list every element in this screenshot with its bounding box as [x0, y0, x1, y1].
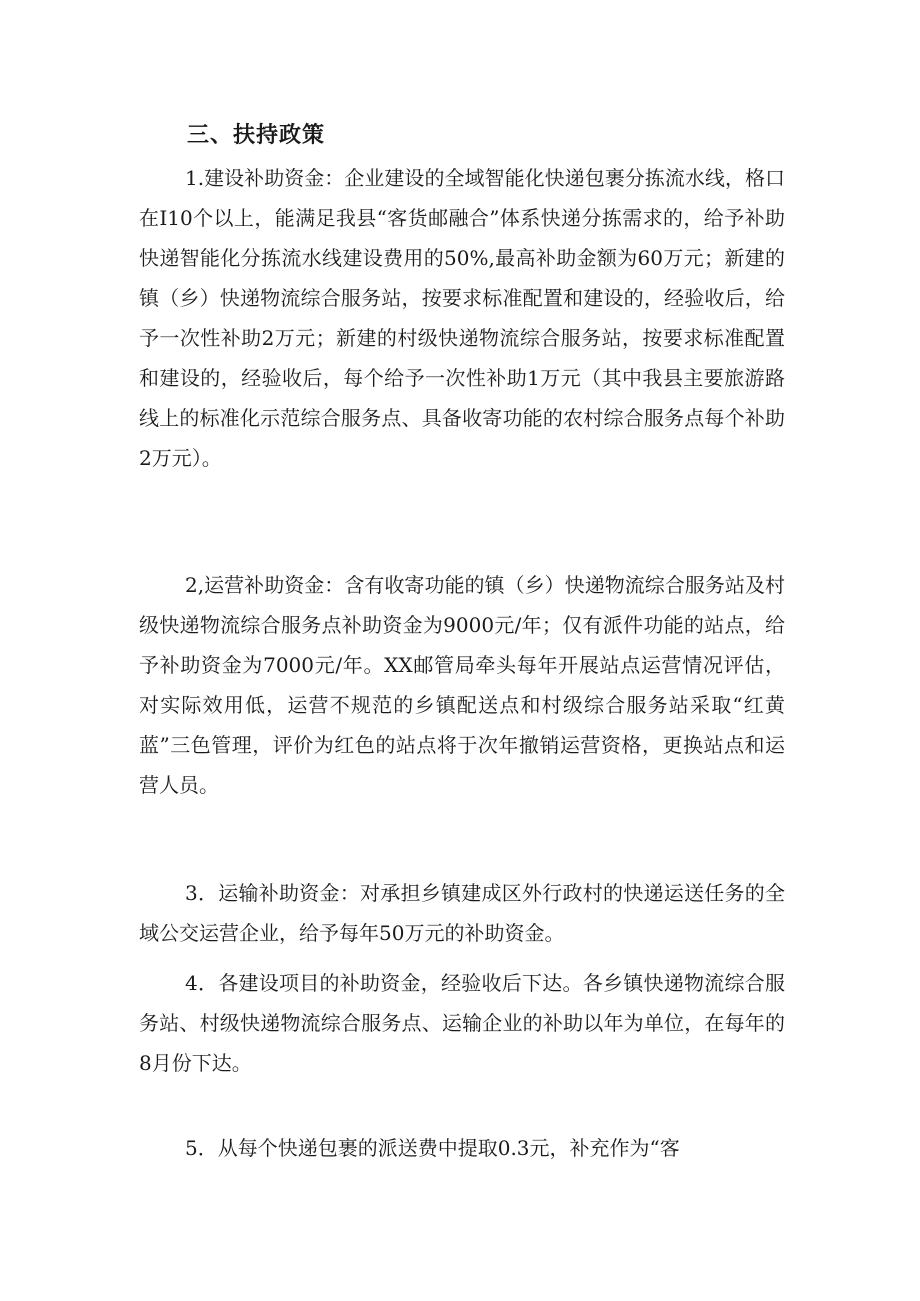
paragraph-construction-subsidy — [139, 158, 785, 478]
paragraph-text: 3．运输补助资金：对承担乡镇建成区外行政村的快递运送任务的全域公交运营企业，给予每年50万元的补助资金。 — [139, 881, 785, 945]
paragraph-text: 5．从每个快递包裹的派送费中提取0.3元，补充作为“客 — [185, 1136, 680, 1160]
paragraph-disbursement — [139, 963, 785, 1083]
paragraph-text: 2,运营补助资金：含有收寄功能的镇（乡）快递物流综合服务站及村级快递物流综合服务点补助资金为9000元/年；仅有派件功能的站点，给予补助资金为7000元/年。XX邮管局牵头每年开展站点运营情况评估，对实际效用低，运营不规范的乡镇配送点和村级综合服务站采取“红黄蓝”三色管理，评价为红色的站点将于次年撤销运营资格，更换站点和运营人员。 — [139, 573, 785, 797]
paragraph-text: 4．各建设项目的补助资金，经验收后下达。各乡镇快递物流综合服务站、村级快递物流综合服务点、运输企业的补助以年为单位，在每年的8月份下达。 — [139, 971, 785, 1075]
paragraph-operation-subsidy — [139, 565, 785, 805]
paragraph-delivery-fee-extraction — [139, 1128, 785, 1168]
section-heading: 三、扶持政策 — [187, 122, 326, 148]
paragraph-text: 1.建设补助资金：企业建设的全域智能化快递包裹分拣流水线，格口在I10个以上，能满足我县“客货邮融合”体系快递分拣需求的，给予补助快递智能化分拣流水线建设费用的50%,最高补助金额为60万元；新建的镇（乡）快递物流综合服务站，按要求标准配置和建设的，经验收后，给予一次性补助2万元；新建的村级快递物流综合服务站，按要求标准配置和建设的，经验收后，每个给予一次性补助1万元（其中我县主要旅游路线上的标准化示范综合服务点、具备收寄功能的农村综合服务点每个补助2万元）。 — [139, 166, 785, 470]
paragraph-transport-subsidy — [139, 873, 785, 953]
